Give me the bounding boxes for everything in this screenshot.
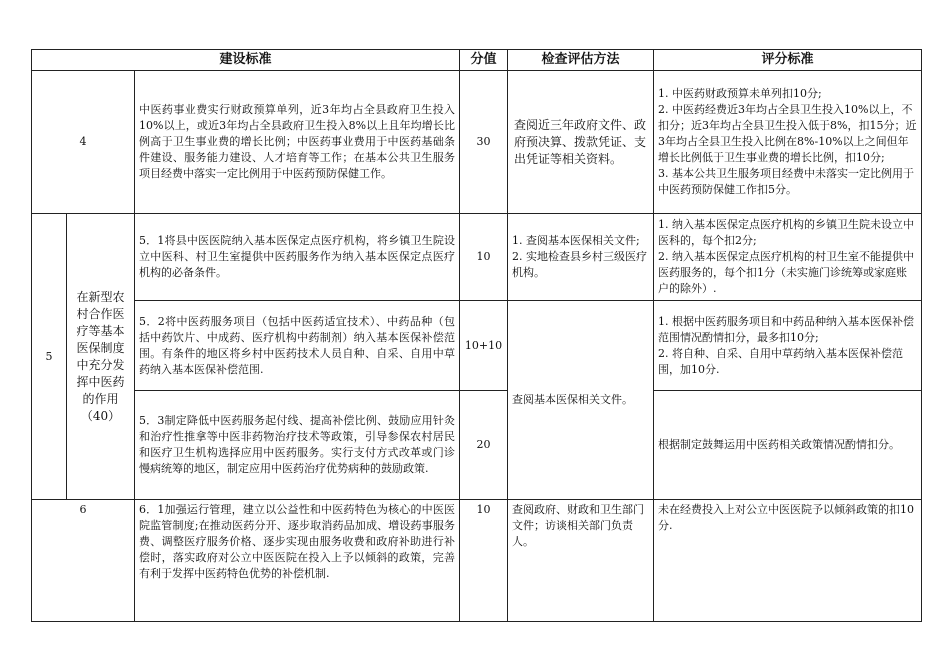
criteria-cell	[654, 214, 922, 301]
score-cell: 30	[460, 71, 508, 214]
standard-cell: 5．1将县中医医院纳入基本医保定点医疗机构，将乡镇卫生院设立中医科、村卫生室提供中医药服务作为纳入基本医保定点医疗机构的必备条件。	[135, 214, 460, 301]
table-row	[32, 391, 922, 500]
table-row	[32, 500, 922, 622]
standard-cell: 6．1加强运行管理，建立以公益性和中医药特色为核心的中医医院监管制度;在推动医药分开、逐步取消药品加成、增设药事服务费、调整医疗服务价格、逐步实现由服务收费和政府补助进行补偿时，落实政府对公立中医医院在投入上予以倾斜的政策，完善有利于发挥中医药特色优势的补偿机制.	[135, 500, 460, 622]
criteria-line: 3. 基本公共卫生服务项目经费中未落实一定比例用于中医药预防保健工作扣5分。	[658, 167, 915, 196]
criteria-line: 2. 中医药经费近3年均占全县卫生投入10%以上，不扣分；近3年均占全县卫生投入低于8%，扣15分；近3年均占全县卫生投入比例在8%-10%以上之间但年增长比例低于卫生事业费的增长比例，扣10分;	[658, 103, 917, 164]
method-cell	[508, 214, 654, 301]
header-method: 检查评估方法	[508, 50, 654, 71]
criteria-cell	[654, 71, 922, 214]
evaluation-table	[31, 49, 922, 622]
category-cell: 在新型农村合作医疗等基本医保制度中充分发挥中医药的作用（40）	[67, 214, 135, 500]
header-standard: 建设标准	[32, 50, 460, 71]
criteria-cell	[654, 301, 922, 391]
row-number: 6	[32, 500, 135, 622]
header-row	[32, 50, 922, 71]
criteria-line: 2. 纳入基本医保定点医疗机构的村卫生室不能提供中医药服务的，每个扣1分（未实施门诊统筹或家庭账户的除外）.	[658, 250, 915, 295]
table-row	[32, 71, 922, 214]
method-line: 1. 查阅基本医保相关文件;	[512, 234, 640, 247]
score-cell: 20	[460, 391, 508, 500]
criteria-cell: 未在经费投入上对公立中医医院予以倾斜政策的扣10分.	[654, 500, 922, 622]
criteria-line: 2. 将自种、自采、自用中草药纳入基本医保补偿范围，加10分.	[658, 346, 904, 376]
header-criteria: 评分标准	[654, 50, 922, 71]
score-cell: 10	[460, 500, 508, 622]
method-line: 2. 实地检查县乡村三级医疗机构。	[512, 250, 648, 279]
criteria-cell: 根据制定鼓舞运用中医药相关政策情况酌情扣分。	[654, 391, 922, 500]
criteria-line: 1. 根据中医药服务项目和中药品种纳入基本医保补偿范围情况酌情扣分，最多扣10分;	[658, 314, 915, 344]
standard-cell: 5．3制定降低中医药服务起付线、提高补偿比例、鼓励应用针灸和治疗性推拿等中医非药物治疗技术等政策，引导参保农村居民和医疗卫生机构选择应用中医药服务。实行支付方式改革或门诊慢病统筹的地区，制定应用中医药治疗优势病种的鼓励政策.	[135, 391, 460, 500]
table-row	[32, 301, 922, 391]
score-cell: 10+10	[460, 301, 508, 391]
method-cell: 查阅政府、财政和卫生部门文件；访谈相关部门负责人。	[508, 500, 654, 622]
criteria-line: 1. 中医药财政预算未单列扣10分;	[658, 87, 822, 100]
method-cell: 查阅基本医保相关文件。	[508, 301, 654, 500]
method-cell: 查阅近三年政府文件、政府预决算、拨款凭证、支出凭证等相关资料。	[508, 71, 654, 214]
standard-cell: 中医药事业费实行财政预算单列，近3年均占全县政府卫生投入10%以上，或近3年均占全县政府卫生投入8%以上且年均增长比例高于卫生事业费的增长比例；中医药事业费用于中医药基础条件建设、服务能力建设、人才培育等工作；在基本公共卫生服务项目经费中落实一定比例用于中医药预防保健工作。	[135, 71, 460, 214]
row-number: 5	[32, 214, 67, 500]
score-cell: 10	[460, 214, 508, 301]
header-score: 分值	[460, 50, 508, 71]
row-number: 4	[32, 71, 135, 214]
table-row	[32, 214, 922, 301]
criteria-line: 1. 纳入基本医保定点医疗机构的乡镇卫生院未设立中医科的，每个扣2分;	[658, 218, 915, 247]
standard-cell: 5．2将中医药服务项目（包括中医药适宜技术）、中药品种（包括中药饮片、中成药、医疗机构中药制剂）纳入基本医保补偿范围。有条件的地区将乡村中医药技术人员自种、自采、自用中草药纳入基本医保补偿范围.	[135, 301, 460, 391]
